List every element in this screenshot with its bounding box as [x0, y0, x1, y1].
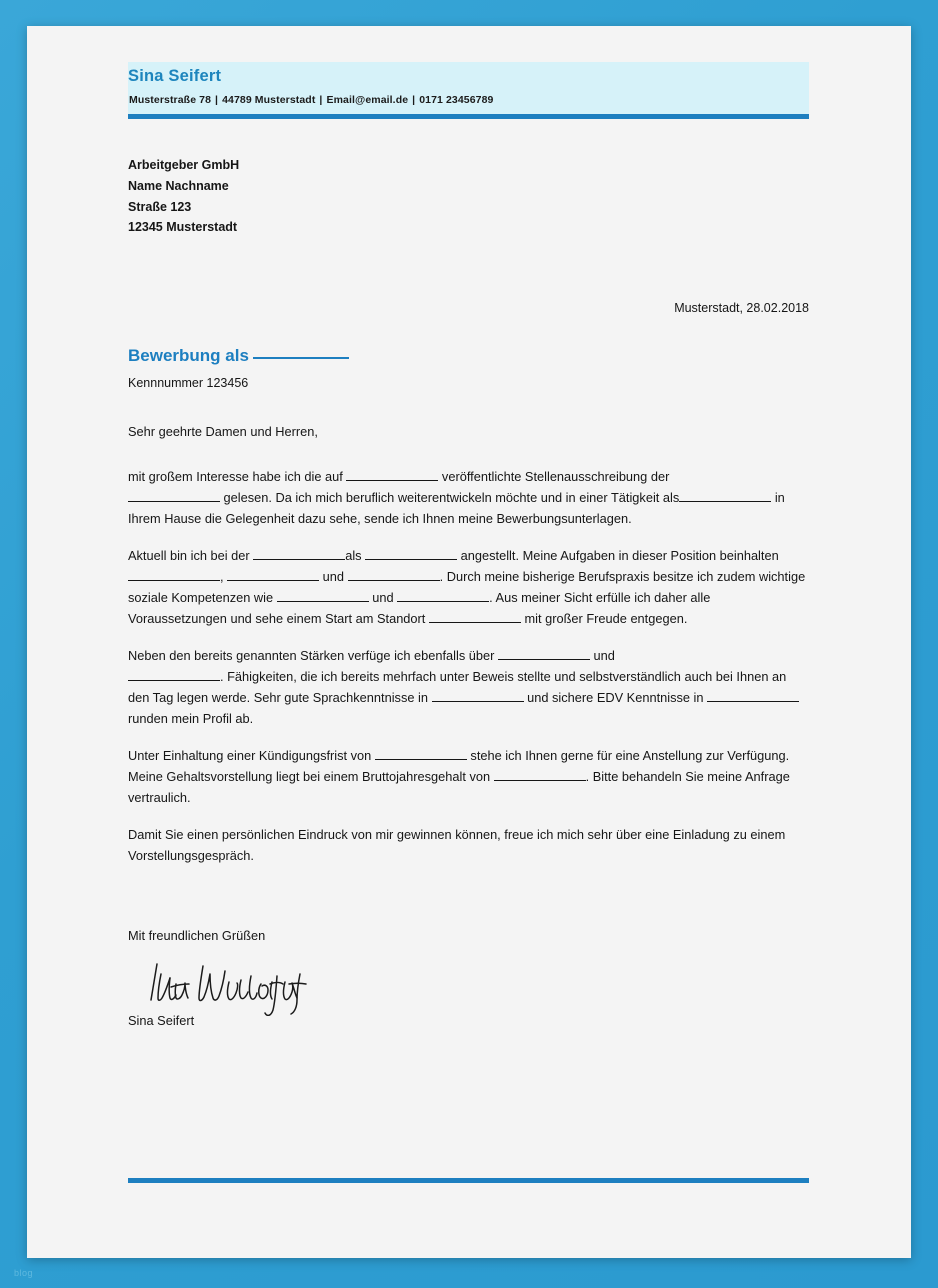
p5-t0: Damit Sie einen persönlichen Eindruck von mir gewinnen können, freue ich mich sehr über eine Einladung zu einem Vorstellungsgespräch. — [128, 827, 786, 863]
p4-t4: . Bitte behandeln Sie meine Anfrage vertraulich. — [128, 769, 790, 805]
recipient-block — [128, 155, 239, 238]
recipient-street: Straße 123 — [128, 199, 192, 214]
p3-blank-1 — [498, 648, 590, 660]
closing-line: Mit freundlichen Grüßen — [128, 928, 266, 943]
p2-blank-8 — [429, 611, 521, 623]
letterhead-band — [128, 62, 809, 116]
date-line: Musterstadt, 28.02.2018 — [674, 301, 809, 315]
p4-blank-1 — [375, 748, 467, 760]
p2-t10: . Durch meine bisherige Berufspraxis besitze ich zudem wichtige soziale Kompetenzen wie — [128, 569, 806, 605]
p3-t8: runden mein Profil ab. — [128, 711, 254, 726]
reference-number: Kennnummer 123456 — [128, 376, 249, 390]
recipient-city: 12345 Musterstadt — [128, 220, 238, 235]
header-divider — [128, 114, 809, 119]
watermark-label: blog — [14, 1268, 34, 1278]
paragraph-5 — [128, 824, 808, 866]
letterhead-name: Sina Seifert — [128, 67, 222, 85]
p3-blank-2 — [128, 669, 220, 681]
paragraph-3 — [128, 645, 808, 729]
p2-t4: angestellt. Meine Aufgaben in dieser Position beinhalten — [457, 548, 779, 563]
contact-street: Musterstraße 78 — [129, 94, 212, 106]
document-content — [27, 26, 911, 1258]
document-page — [27, 26, 911, 1258]
paragraph-4 — [128, 745, 808, 808]
letter-body — [128, 466, 808, 882]
p2-blank-2 — [365, 548, 457, 560]
p2-blank-6 — [277, 590, 369, 602]
p1-blank-1 — [346, 469, 438, 481]
p2-blank-7 — [397, 590, 489, 602]
p1-t2: veröffentlichte Stellenausschreibung der — [438, 469, 670, 484]
p3-t4: . Fähigkeiten, die ich bereits mehrfach unter Beweis stellte und selbstverständlich auch bei Ihnen an den Tag legen werde. Sehr gute Sprachkenntnisse in — [128, 669, 787, 705]
p1-t0: mit großem Interesse habe ich die auf — [128, 469, 347, 484]
p2-t8: und — [319, 569, 348, 584]
p2-blank-1 — [253, 548, 345, 560]
p1-blank-2 — [128, 490, 220, 502]
contact-email: Email@email.de — [326, 94, 409, 106]
p2-t12: und — [368, 590, 398, 605]
footer-divider — [128, 1178, 809, 1183]
p2-blank-5 — [348, 569, 440, 581]
p2-t6: , — [220, 569, 228, 584]
p2-t2: als — [345, 548, 366, 563]
p3-blank-4 — [707, 690, 799, 702]
p4-t2: stehe ich Ihnen gerne für eine Anstellung zur Verfügung. Meine Gehaltsvorstellung liegt bei einem Bruttojahresgehalt von — [128, 748, 790, 784]
p3-blank-3 — [432, 690, 524, 702]
paragraph-1 — [128, 466, 808, 529]
p1-t6: in Ihrem Hause die Gelegenheit dazu sehe, sende ich Ihnen meine Bewerbungsunterlagen. — [128, 490, 785, 526]
signature-printed-name: Sina Seifert — [128, 1013, 195, 1028]
recipient-company: Arbeitgeber GmbH — [128, 158, 240, 172]
signature-image — [125, 954, 325, 1016]
contact-city: 44789 Musterstadt — [222, 94, 316, 106]
p2-t14: . Aus meiner Sicht erfülle ich daher alle Voraussetzungen und sehe einem Start am Standort — [128, 590, 711, 626]
contact-phone: 0171 23456789 — [419, 94, 494, 106]
p3-t0: Neben den bereits genannten Stärken verfüge ich ebenfalls über — [128, 648, 498, 663]
p2-blank-4 — [227, 569, 319, 581]
subject-line — [128, 346, 349, 366]
letterhead-contact — [129, 94, 494, 106]
subject-blank — [253, 357, 349, 359]
salutation: Sehr geehrte Damen und Herren, — [128, 424, 318, 439]
p3-t2: und — [589, 648, 615, 663]
paragraph-2 — [128, 545, 808, 629]
subject-label: Bewerbung als — [128, 346, 249, 365]
p3-t6: und sichere EDV Kenntnisse in — [523, 690, 708, 705]
recipient-person: Name Nachname — [128, 178, 229, 193]
contact-sep-1: | — [215, 94, 219, 106]
contact-sep-2: | — [319, 94, 323, 106]
p4-t0: Unter Einhaltung einer Kündigungsfrist von — [128, 748, 375, 763]
p4-blank-2 — [494, 769, 586, 781]
p2-t16: mit großer Freude entgegen. — [520, 611, 688, 626]
p1-blank-3 — [679, 490, 771, 502]
contact-sep-3: | — [412, 94, 416, 106]
p2-blank-3 — [128, 569, 220, 581]
p1-t4: gelesen. Da ich mich beruflich weiterentwickeln möchte und in einer Tätigkeit als — [220, 490, 680, 505]
p2-t0: Aktuell bin ich bei der — [128, 548, 254, 563]
